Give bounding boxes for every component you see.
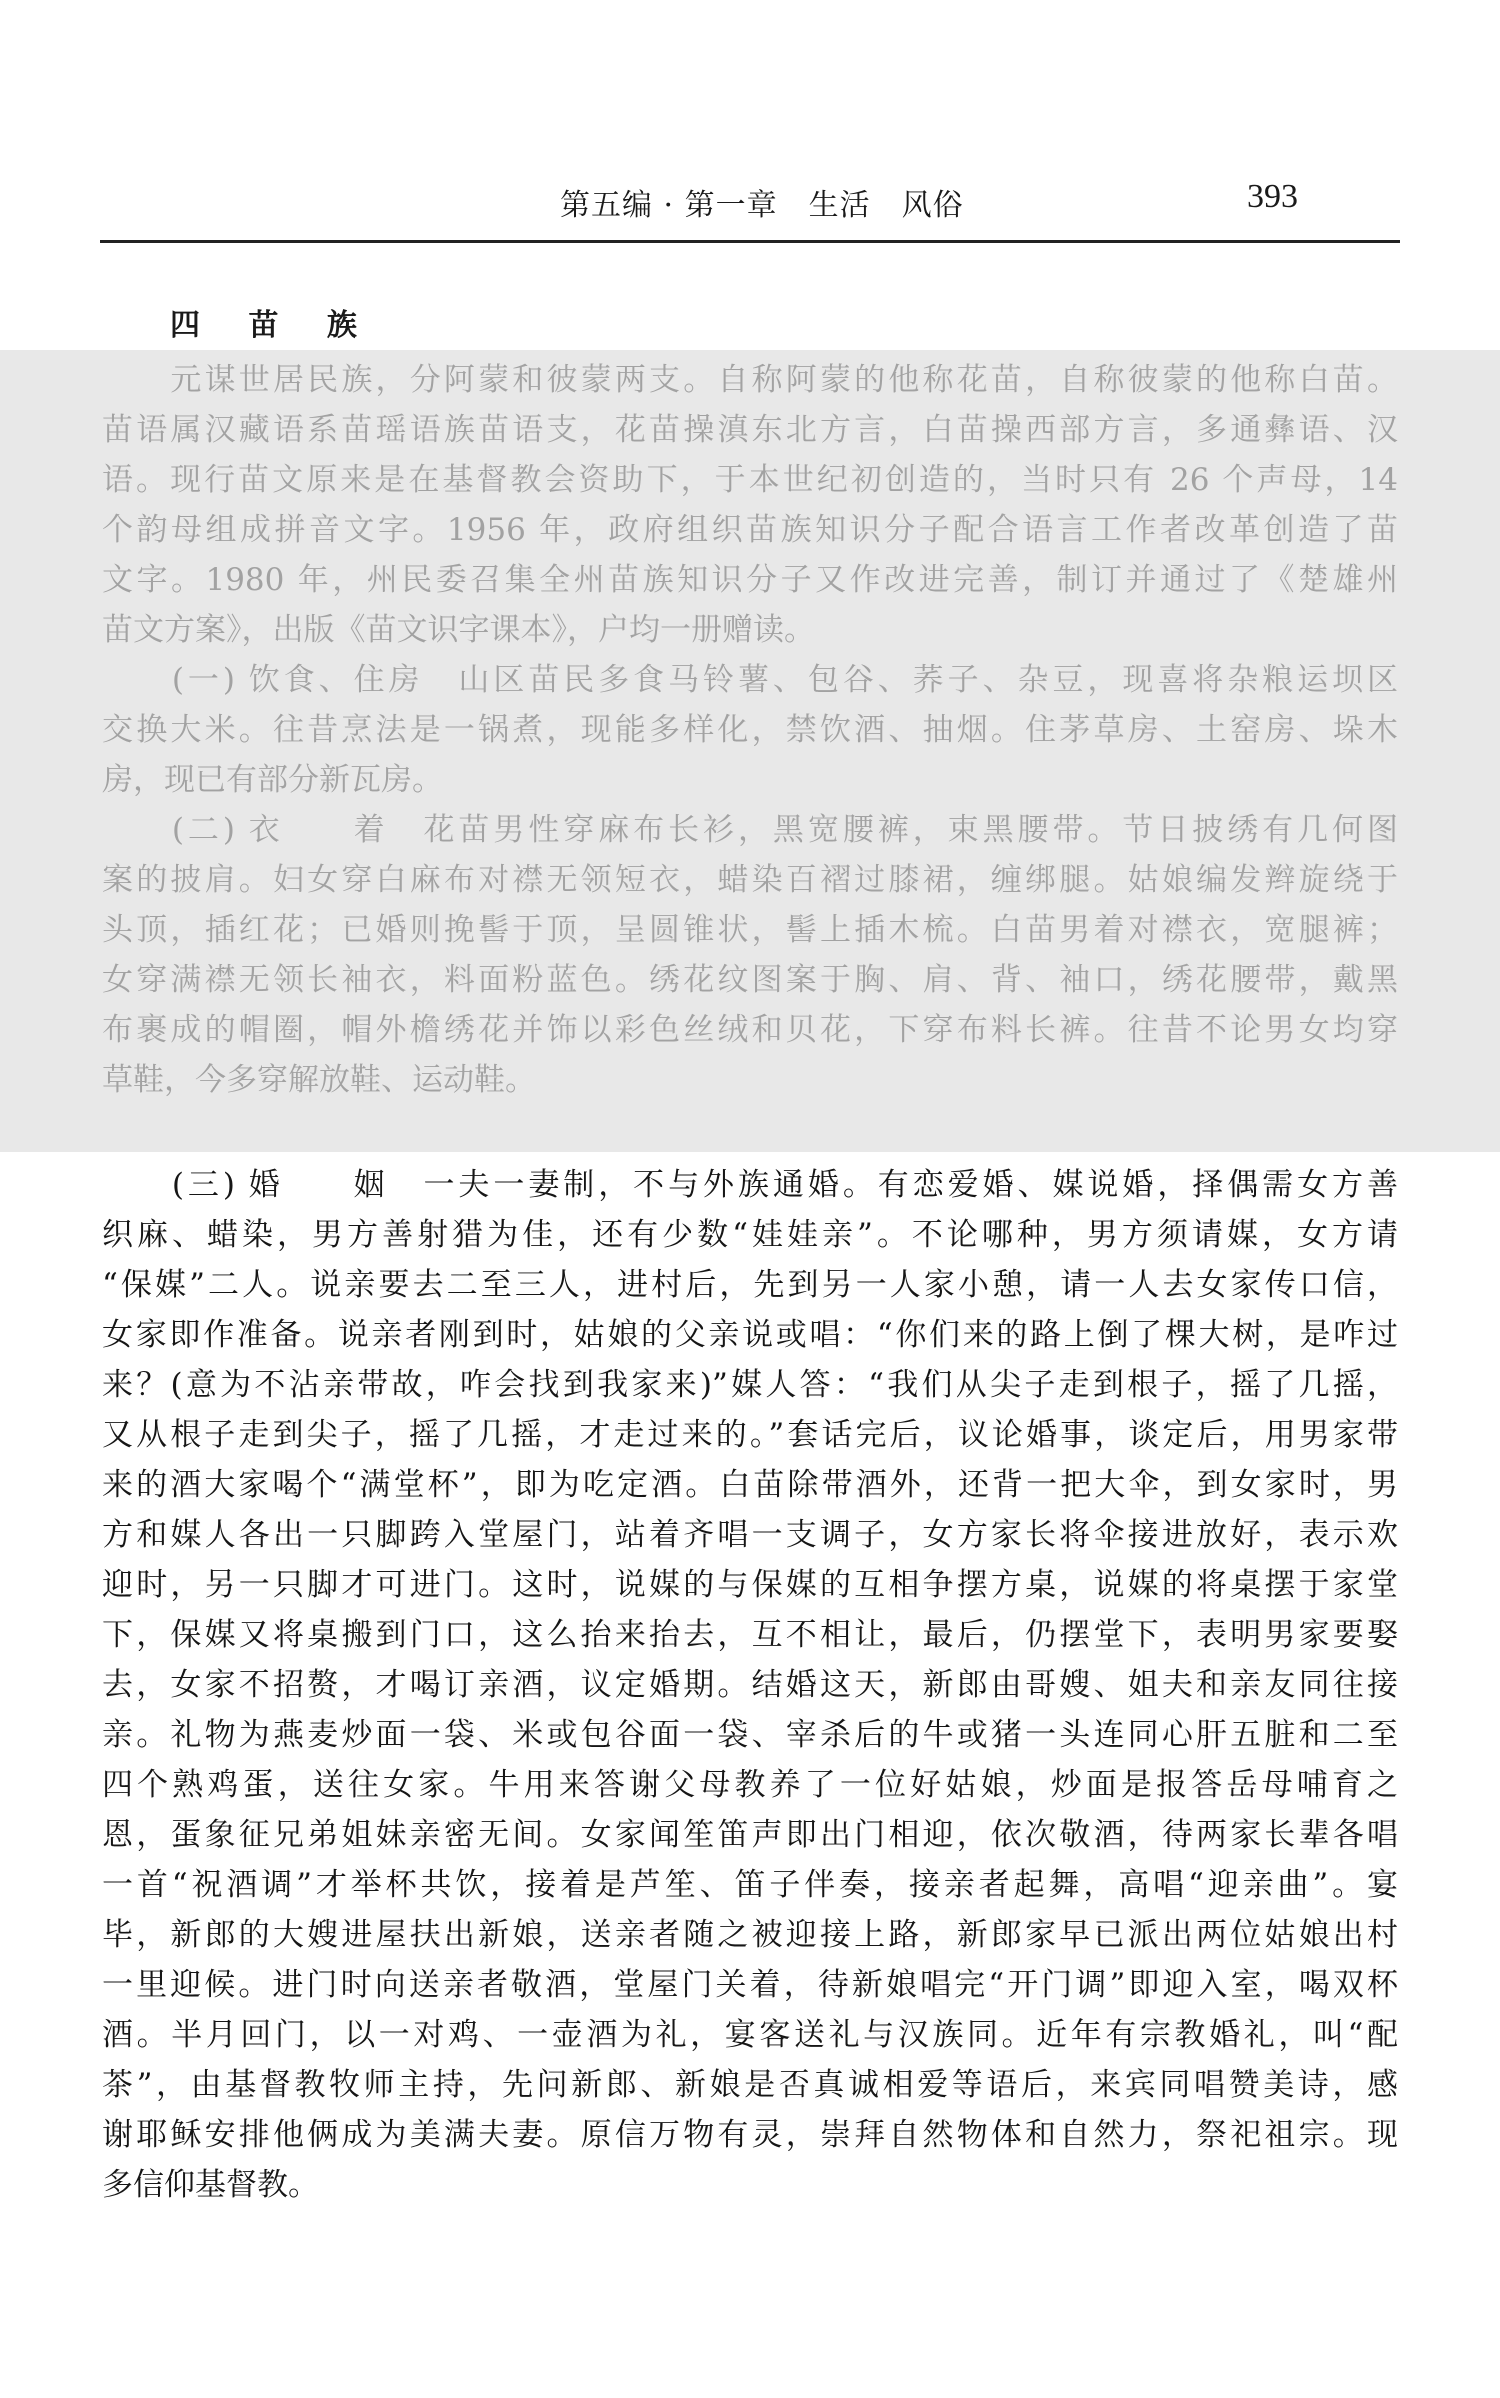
text-line: 酒。半月回门，以一对鸡、一壶酒为礼，宴客送礼与汉族同。近年有宗教婚礼，叫“配	[102, 2017, 1398, 2053]
text-line: 下，保媒又将桌搬到门口，这么抬来抬去，互不相让，最后，仍摆堂下，表明男家要娶	[102, 1617, 1398, 1653]
text-line: 去，女家不招赘，才喝订亲酒，议定婚期。结婚这天，新郎由哥嫂、姐夫和亲友同往接	[102, 1667, 1398, 1703]
text-line: 四个熟鸡蛋，送往女家。牛用来答谢父母教养了一位好姑娘，炒面是报答岳母哺育之	[102, 1767, 1398, 1803]
text-line: 亲。礼物为燕麦炒面一袋、米或包谷面一袋、宰杀后的牛或猪一头连同心肝五脏和二至	[102, 1717, 1398, 1753]
text-line: (三) 婚 姻 一夫一妻制，不与外族通婚。有恋爱婚、媒说婚，择偶需女方善	[102, 1167, 1398, 1203]
text-line: 草鞋，今多穿解放鞋、运动鞋。	[102, 1062, 536, 1098]
text-line: 来的酒大家喝个“满堂杯”，即为吃定酒。白苗除带酒外，还背一把大伞，到女家时，男	[102, 1467, 1398, 1503]
text-line: 恩，蛋象征兄弟姐妹亲密无间。女家闻笙笛声即出门相迎，依次敬酒，待两家长辈各唱	[102, 1817, 1398, 1853]
text-line: 文字。1980 年，州民委召集全州苗族知识分子又作改进完善，制订并通过了《楚雄州	[102, 562, 1398, 598]
header-rule	[100, 240, 1400, 243]
text-line: 又从根子走到尖子，摇了几摇，才走过来的。”套话完后，议论婚事，谈定后，用男家带	[102, 1417, 1398, 1453]
text-line: 个韵母组成拼音文字。1956 年，政府组织苗族知识分子配合语言工作者改革创造了苗	[102, 512, 1398, 548]
text-line: 布裹成的帽圈，帽外檐绣花并饰以彩色丝绒和贝花，下穿布料长裤。往昔不论男女均穿	[102, 1012, 1398, 1048]
page-header	[100, 170, 1400, 230]
text-line: 一首“祝酒调”才举杯共饮，接着是芦笙、笛子伴奏，接亲者起舞，高唱“迎亲曲”。宴	[102, 1867, 1398, 1903]
text-line: 来？(意为不沾亲带故，咋会找到我家来)”媒人答：“我们从尖子走到根子，摇了几摇，	[102, 1367, 1398, 1403]
text-line: 织麻、蜡染，男方善射猎为佳，还有少数“娃娃亲”。不论哪种，男方须请媒，女方请	[102, 1217, 1398, 1253]
text-line: 茶”，由基督教牧师主持，先问新郎、新娘是否真诚相爱等语后，来宾同唱赞美诗，感	[102, 2067, 1398, 2103]
page-number: 393	[1247, 178, 1298, 215]
text-line: “保媒”二人。说亲要去二至三人，进村后，先到另一人家小憩，请一人去女家传口信，	[102, 1267, 1398, 1303]
section-heading: 四 苗 族	[170, 308, 361, 343]
text-line: 多信仰基督教。	[102, 2167, 319, 2203]
text-line: 毕，新郎的大嫂进屋扶出新娘，送亲者随之被迎接上路，新郎家早已派出两位姑娘出村	[102, 1917, 1398, 1953]
faded-text-block	[102, 355, 1398, 1105]
text-line: 女家即作准备。说亲者刚到时，姑娘的父亲说或唱：“你们来的路上倒了棵大树，是咋过	[102, 1317, 1398, 1353]
text-line: 谢耶稣安排他俩成为美满夫妻。原信万物有灵，崇拜自然物体和自然力，祭祀祖宗。现	[102, 2117, 1398, 2153]
text-line: 方和媒人各出一只脚跨入堂屋门，站着齐唱一支调子，女方家长将伞接进放好，表示欢	[102, 1517, 1398, 1553]
text-line: (二) 衣 着 花苗男性穿麻布长衫，黑宽腰裤，束黑腰带。节日披绣有几何图	[102, 812, 1398, 848]
text-line: 交换大米。往昔烹法是一锅煮，现能多样化，禁饮酒、抽烟。住茅草房、土窑房、垛木	[102, 712, 1398, 748]
text-line: 一里迎候。进门时向送亲者敬酒，堂屋门关着，待新娘唱完“开门调”即迎入室，喝双杯	[102, 1967, 1398, 2003]
text-line: 头顶，插红花；已婚则挽髻于顶，呈圆锥状，髻上插木梳。白苗男着对襟衣，宽腿裤；	[102, 912, 1398, 948]
text-line: 房，现已有部分新瓦房。	[102, 762, 443, 798]
text-line: 元谋世居民族，分阿蒙和彼蒙两支。自称阿蒙的他称花苗，自称彼蒙的他称白苗。	[102, 362, 1398, 398]
text-line: 案的披肩。妇女穿白麻布对襟无领短衣，蜡染百褶过膝裙，缠绑腿。姑娘编发辫旋绕于	[102, 862, 1398, 898]
text-line: 苗语属汉藏语系苗瑶语族苗语支，花苗操滇东北方言，白苗操西部方言，多通彝语、汉	[102, 412, 1398, 448]
text-line: 迎时，另一只脚才可进门。这时，说媒的与保媒的互相争摆方桌，说媒的将桌摆于家堂	[102, 1567, 1398, 1603]
text-line: 女穿满襟无领长袖衣，料面粉蓝色。绣花纹图案于胸、肩、背、袖口，绣花腰带，戴黑	[102, 962, 1398, 998]
text-line: (一) 饮食、住房 山区苗民多食马铃薯、包谷、荞子、杂豆，现喜将杂粮运坝区	[102, 662, 1398, 698]
running-header-title: 第五编 · 第一章 生活 风俗	[560, 188, 964, 223]
main-text-block	[102, 1160, 1398, 2210]
text-line: 苗文方案》，出版《苗文识字课本》，户均一册赠读。	[102, 612, 815, 648]
text-line: 语。现行苗文原来是在基督教会资助下，于本世纪初创造的，当时只有 26 个声母，14	[102, 462, 1398, 498]
